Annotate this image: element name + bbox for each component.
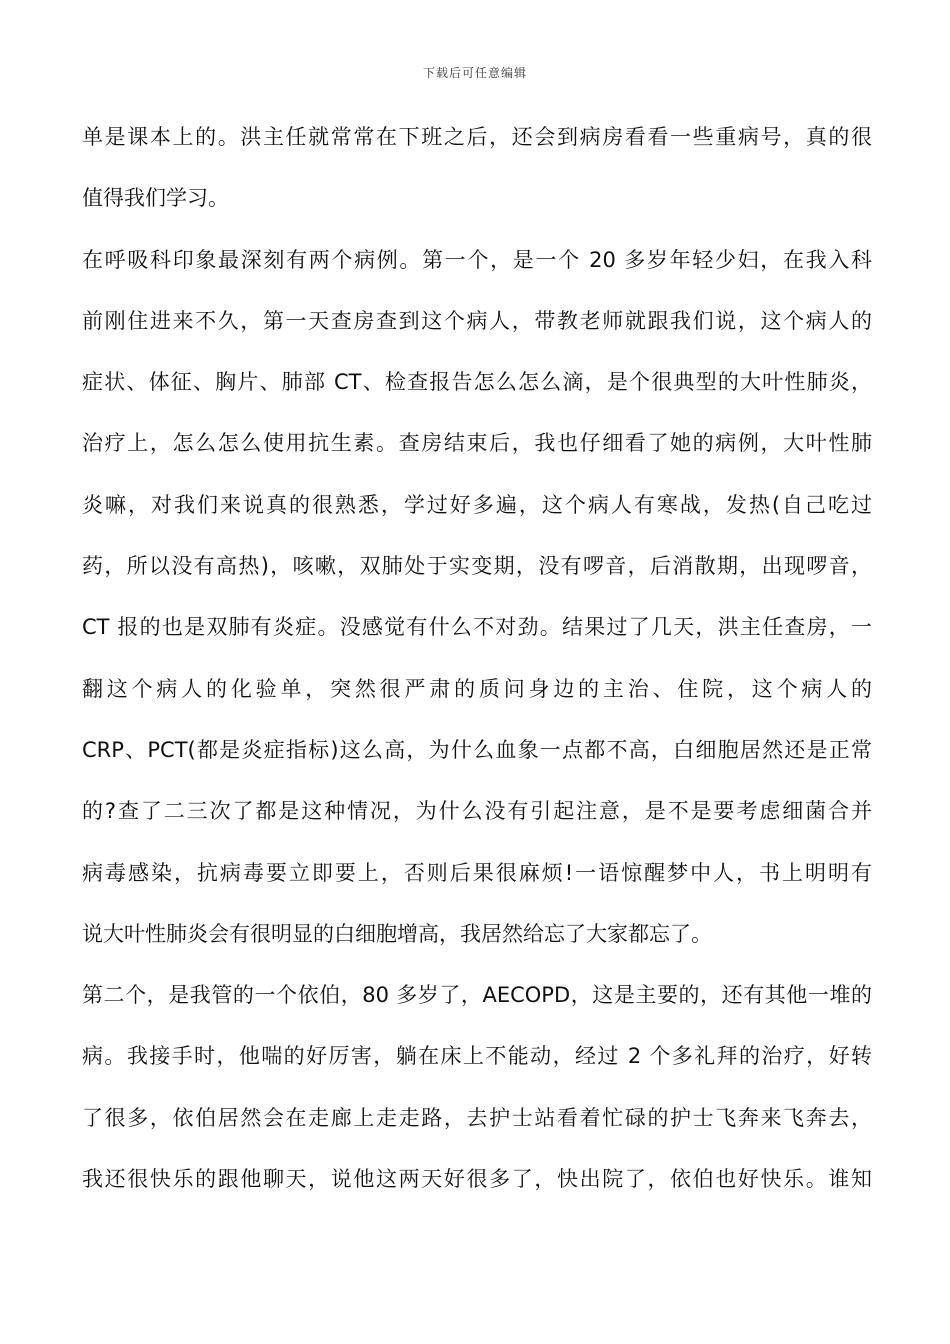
text-line: 第二个，是我管的一个依伯，80 多岁了，AECOPD，这是主要的，还有其他一堆的 (82, 983, 872, 1008)
text-line: 说大叶性肺炎会有很明显的白细胞增高，我居然给忘了大家都忘了。 (82, 921, 712, 946)
text-line: CRP、PCT(都是炎症指标)这么高，为什么血象一点都不高，白细胞居然还是正常 (82, 737, 872, 762)
page-header: 下载后可任意编辑 (422, 66, 527, 80)
text-line: 前刚住进来不久，第一天查房查到这个病人，带教老师就跟我们说，这个病人的 (82, 308, 872, 333)
text-line: 治疗上，怎么怎么使用抗生素。查房结束后，我也仔细看了她的病例，大叶性肺 (82, 431, 872, 456)
text-line: 炎嘛，对我们来说真的很熟悉，学过好多遍，这个病人有寒战，发热(自己吃过 (82, 492, 872, 517)
text-line: 病毒感染，抗病毒要立即要上，否则后果很麻烦!一语惊醒梦中人，书上明明有 (82, 860, 872, 885)
text-line: 药，所以没有高热)，咳嗽，双肺处于实变期，没有啰音，后消散期，出现啰音， (82, 554, 872, 579)
text-line: 值得我们学习。 (82, 186, 229, 211)
text-line: 翻这个病人的化验单，突然很严肃的质问身边的主治、住院，这个病人的 (82, 676, 872, 701)
text-line: 单是课本上的。洪主任就常常在下班之后，还会到病房看看一些重病号，真的很 (82, 125, 872, 149)
text-line: 症状、体征、胸片、肺部 CT、检查报告怎么怎么滴，是个很典型的大叶性肺炎， (82, 370, 872, 395)
text-line: 我还很快乐的跟他聊天，说他这两天好很多了，快出院了，依伯也好快乐。谁知 (82, 1167, 872, 1192)
document-body (82, 114, 872, 1217)
text-line: 了很多，依伯居然会在走廊上走走路，去护士站看着忙碌的护士飞奔来飞奔去， (82, 1105, 872, 1130)
text-line: 在呼吸科印象最深刻有两个病例。第一个，是一个 20 多岁年轻少妇，在我入科 (82, 247, 872, 272)
text-line: 的?查了二三次了都是这种情况，为什么没有引起注意，是不是要考虑细菌合并 (82, 799, 872, 824)
text-line: 病。我接手时，他喘的好厉害，躺在床上不能动，经过 2 个多礼拜的治疗，好转 (82, 1044, 872, 1069)
text-line: CT 报的也是双肺有炎症。没感觉有什么不对劲。结果过了几天，洪主任查房，一 (82, 615, 872, 640)
